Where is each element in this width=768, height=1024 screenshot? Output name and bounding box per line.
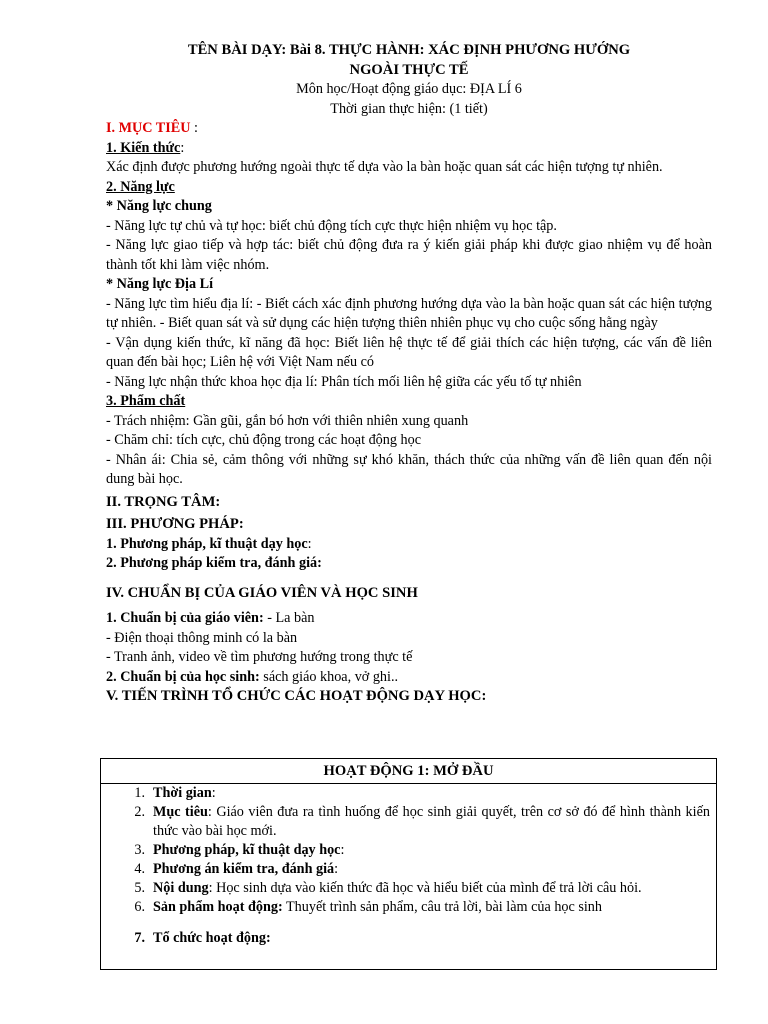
- lesson-title-line1: TÊN BÀI DẠY: Bài 8. THỰC HÀNH: XÁC ĐỊNH PHƯƠNG HƯỚNG: [187, 42, 631, 58]
- geo-ability-item: - Năng lực tìm hiểu địa lí: - Biết cách xác định phương hướng dựa vào la bàn hoặc quan sát các hiện tượng tự nhiên. - Biết quan sát và sử dụng các hiện tượng thiên nhiên phục vụ cho cuộc sống hằng ngày: [106, 295, 712, 331]
- activity1-item: [101, 784, 710, 803]
- section3-item1-text: 1. Phương pháp, kĩ thuật dạy học: [106, 535, 308, 552]
- activity1-item: [101, 879, 710, 898]
- activity1-item-label: Nội dung: [153, 880, 209, 896]
- activity1-item: [101, 898, 710, 917]
- section3-item1-suffix: :: [307, 535, 312, 552]
- teacher-prep-value: - La bàn: [263, 610, 315, 626]
- activity1-item-label: Phương pháp, kĩ thuật dạy học: [153, 842, 341, 858]
- student-prep-label: 2. Chuẩn bị của học sinh:: [106, 668, 260, 685]
- geo-ability-item: - Năng lực nhận thức khoa học địa lí: Phân tích mối liên hệ giữa các yếu tố tự nhiên: [106, 373, 582, 390]
- section1-heading: [106, 119, 712, 139]
- geo-ability-heading: * Năng lực Địa Lí: [106, 276, 214, 292]
- general-ability-item: - Năng lực tự chủ và tự học: biết chủ động tích cực thực hiện nhiệm vụ học tập.: [106, 217, 557, 234]
- ability-heading: [106, 178, 712, 198]
- teacher-prep-item: - Điện thoại thông minh có la bàn: [106, 629, 298, 646]
- ability-heading-text: 2. Năng lực: [106, 178, 175, 195]
- section1-heading-text: I. MỤC TIÊU: [106, 120, 191, 136]
- activity1-item-number: 2.: [134, 804, 145, 820]
- activity1-item-text: :: [334, 861, 339, 877]
- activity1-item-label: Thời gian: [153, 785, 212, 801]
- activity1-item-text: : Giáo viên đưa ra tình huống để học sinh giải quyết, trên cơ sở đó để hình thành kiến thức vào bài học mới.: [153, 804, 710, 839]
- quality-item: - Trách nhiệm: Gần gũi, gắn bó hơn với thiên nhiên xung quanh: [106, 412, 469, 429]
- activity1-table: [100, 758, 717, 970]
- lesson-title-line2: NGOÀI THỰC TẾ: [349, 62, 469, 78]
- knowledge-heading-text: 1. Kiến thức: [106, 139, 181, 156]
- section5-heading: V. TIẾN TRÌNH TỔ CHỨC CÁC HOẠT ĐỘNG DẠY HỌC:: [106, 688, 487, 704]
- activity1-item-label: Phương án kiểm tra, đánh giá: [153, 861, 335, 877]
- activity1-item-label: Tổ chức hoạt động:: [153, 930, 271, 946]
- activity1-item-text: : Học sinh dựa vào kiến thức đã học và hiểu biết của mình để trả lời câu hỏi.: [208, 880, 642, 896]
- activity1-item-number: 7.: [134, 930, 145, 946]
- knowledge-heading-suffix: :: [180, 139, 185, 156]
- activity1-item-number: 4.: [134, 861, 145, 877]
- activity1-list: [101, 784, 716, 948]
- teacher-prep: [106, 609, 712, 629]
- student-prep: [106, 668, 712, 688]
- student-prep-value: sách giáo khoa, vở ghi..: [259, 668, 399, 685]
- activity1-heading: HOẠT ĐỘNG 1: MỞ ĐẦU: [101, 759, 716, 784]
- section1-heading-suffix: :: [190, 120, 198, 136]
- subject-line: Môn học/Hoạt động giáo dục: ĐỊA LÍ 6: [296, 81, 522, 97]
- activity1-item: [101, 841, 710, 860]
- teacher-prep-item: - Tranh ảnh, video về tìm phương hướng trong thực tế: [106, 649, 413, 665]
- activity1-item: [101, 929, 710, 948]
- activity1-item-number: 6.: [134, 899, 145, 915]
- section3-item2: 2. Phương pháp kiểm tra, đánh giá:: [106, 555, 322, 571]
- activity1-item-number: 1.: [134, 785, 145, 801]
- geo-ability-item: - Vận dụng kiến thức, kĩ năng đã học: Biết liên hệ thực tế để giải thích các hiện tượng, các vấn đề liên quan đến bài học; Liên hệ với Việt Nam nếu có: [106, 334, 712, 370]
- activity1-item-text: :: [211, 785, 216, 801]
- lesson-plan-page: [106, 40, 712, 707]
- activity1-item: [101, 803, 710, 841]
- quality-item: - Nhân ái: Chia sẻ, cảm thông với những sự khó khăn, thách thức của những vấn đề liên quan đến nội dung bài học.: [106, 451, 712, 487]
- activity1-item-label: Sản phẩm hoạt động:: [153, 899, 283, 915]
- activity1-item-text: :: [340, 842, 345, 858]
- section3-item1: [106, 535, 712, 555]
- activity1-item-number: 5.: [134, 880, 145, 896]
- general-ability-item: - Năng lực giao tiếp và hợp tác: biết chủ động đưa ra ý kiến giải pháp khi được giao nhiệm vụ để hoàn thành tốt khi làm việc nhóm.: [106, 237, 712, 273]
- quality-heading: [106, 392, 712, 412]
- general-ability-heading: * Năng lực chung: [106, 198, 212, 214]
- activity1-item-text: Thuyết trình sản phẩm, câu trả lời, bài làm của học sinh: [282, 899, 602, 915]
- knowledge-text: Xác định được phương hướng ngoài thực tế dựa vào la bàn hoặc quan sát các hiện tượng tự nhiên.: [106, 159, 663, 175]
- teacher-prep-label: 1. Chuẩn bị của giáo viên:: [106, 610, 264, 626]
- activity1-item: [101, 860, 710, 879]
- quality-item: - Chăm chỉ: tích cực, chủ động trong các hoạt động học: [106, 432, 421, 448]
- duration-line: Thời gian thực hiện: (1 tiết): [330, 100, 488, 117]
- section2-heading: II. TRỌNG TÂM:: [106, 493, 221, 510]
- knowledge-heading: [106, 139, 712, 159]
- activity1-item-label: Mục tiêu: [153, 804, 208, 820]
- activity1-item-number: 3.: [134, 842, 145, 858]
- quality-heading-text: 3. Phẩm chất: [106, 393, 186, 409]
- section3-heading: III. PHƯƠNG PHÁP:: [106, 516, 244, 532]
- section4-heading: IV. CHUẨN BỊ CỦA GIÁO VIÊN VÀ HỌC SINH: [106, 584, 418, 601]
